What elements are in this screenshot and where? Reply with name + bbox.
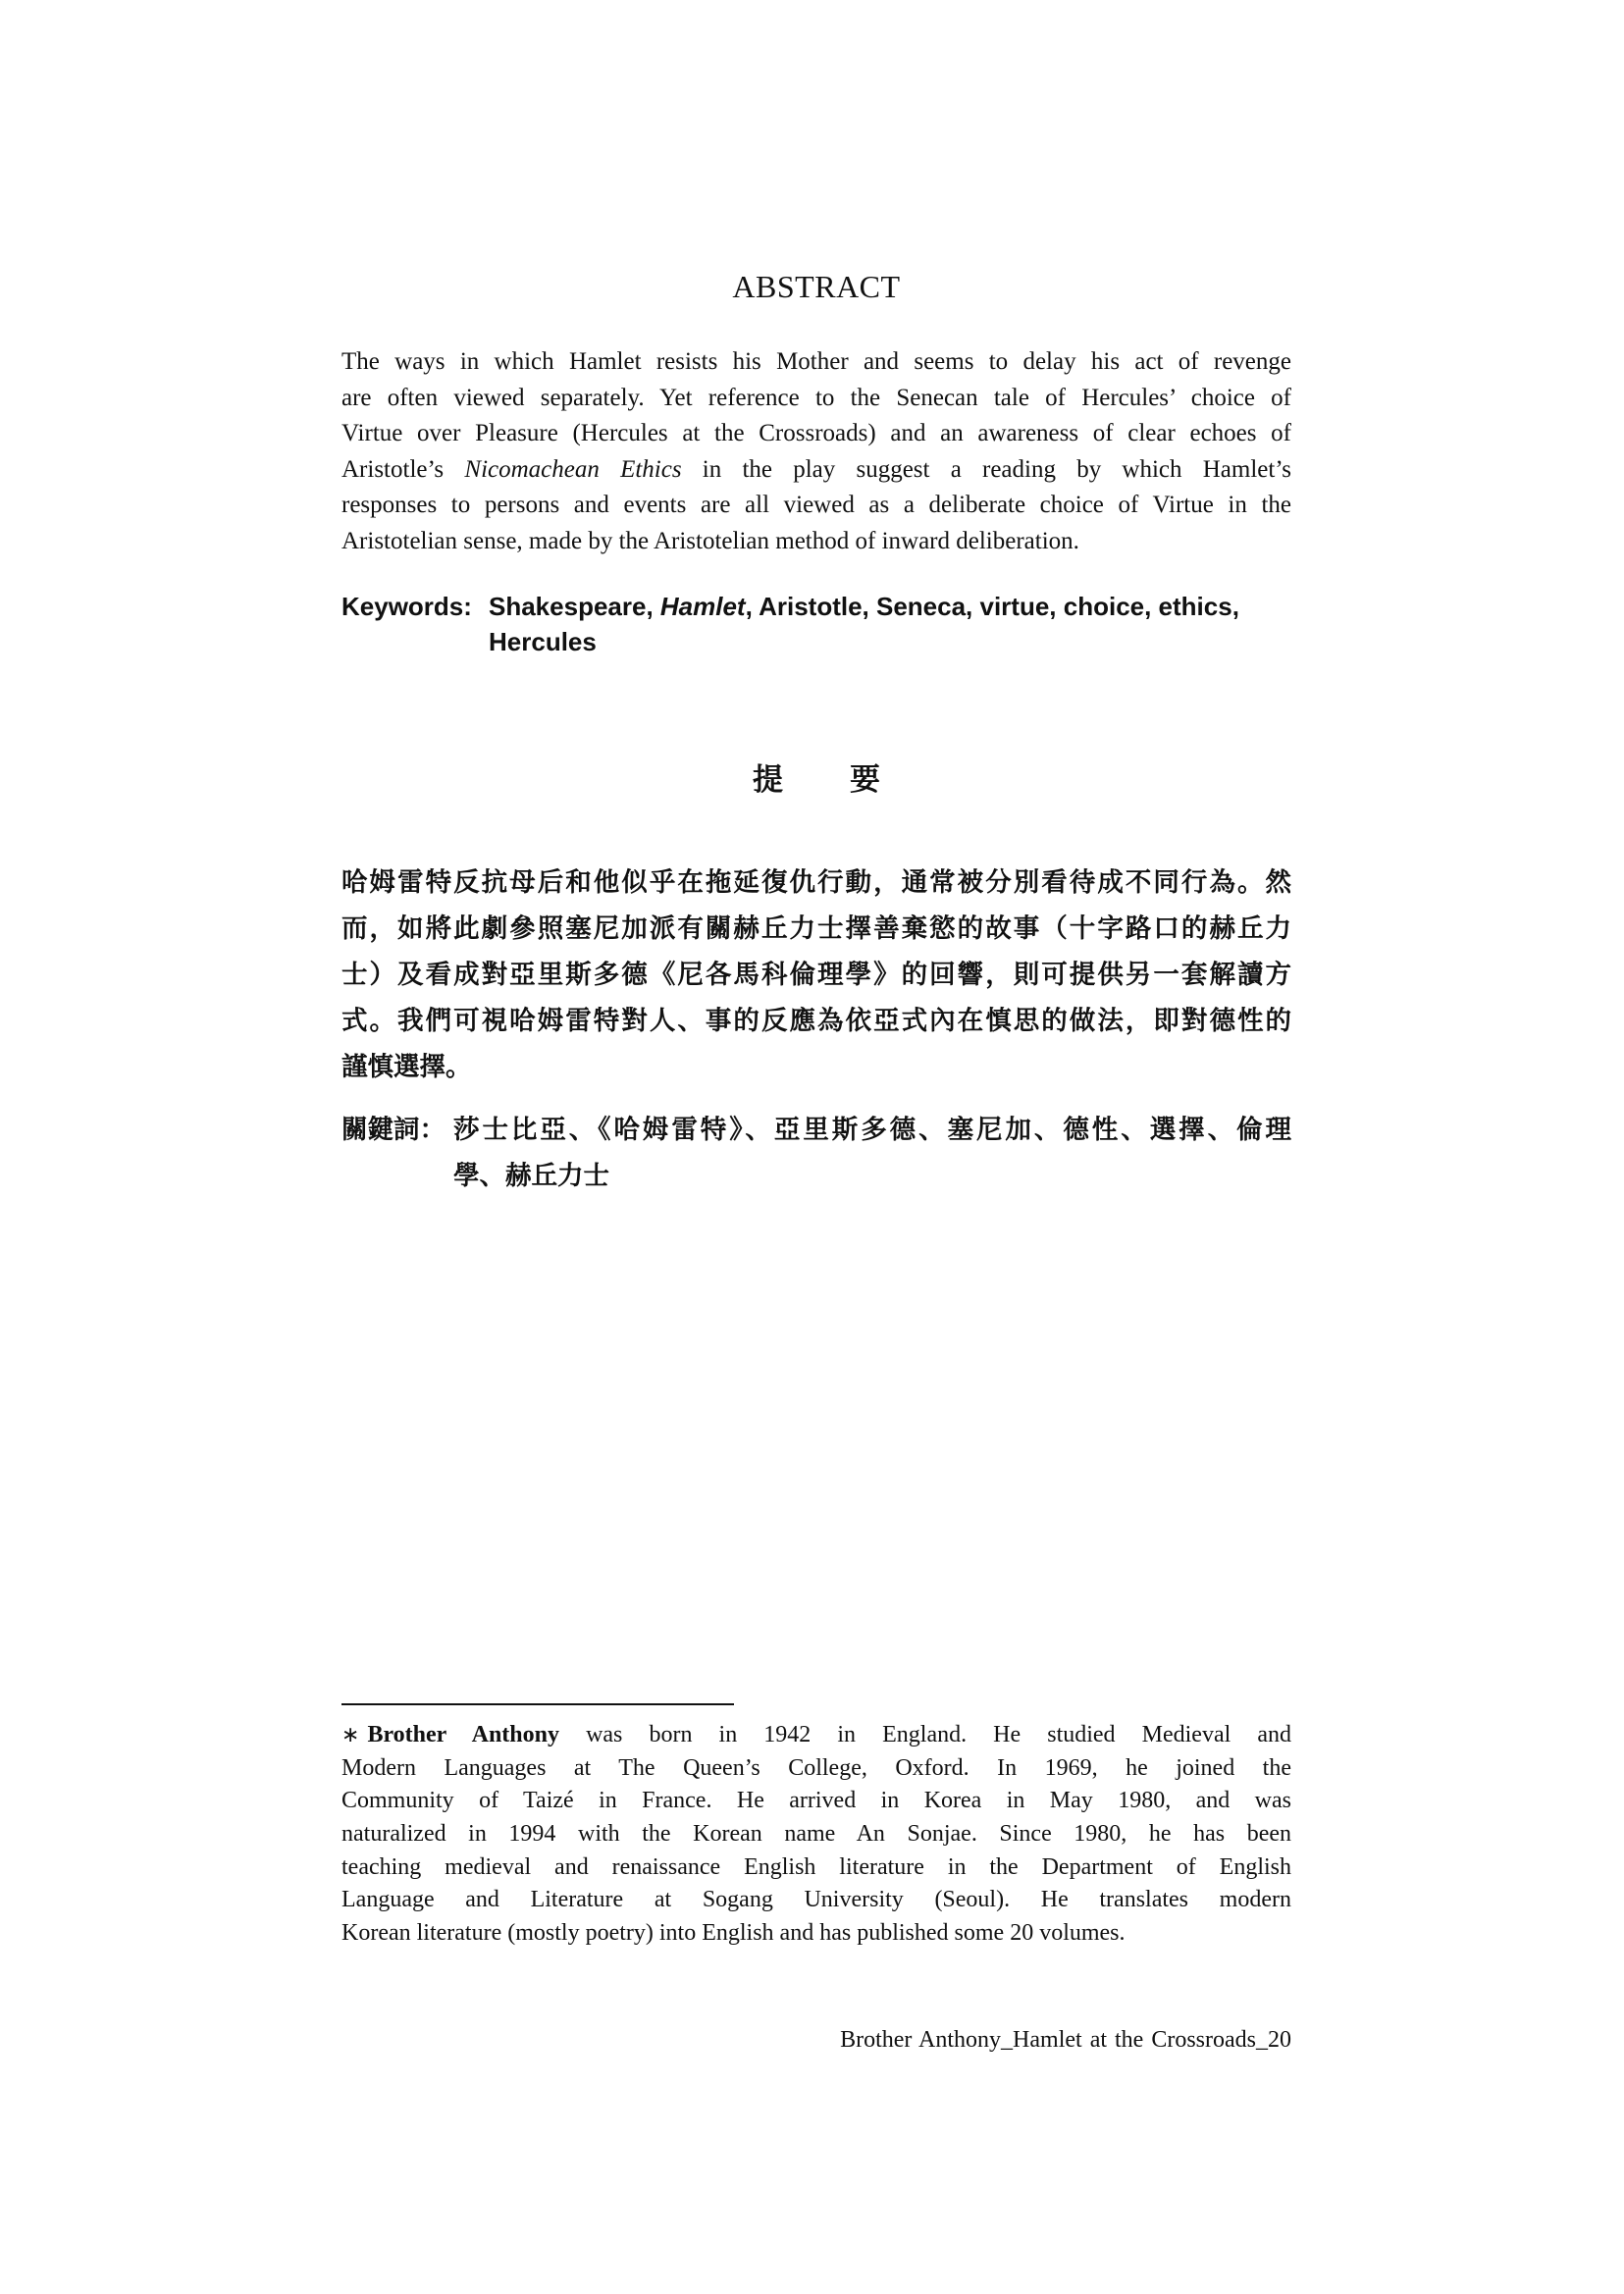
chinese-abstract-title bbox=[341, 760, 1291, 800]
chinese-keywords-label: 關鍵詞： bbox=[341, 1115, 445, 1144]
abstract-line bbox=[341, 344, 1291, 381]
abstract-text: are often viewed separately. Yet reference to the Senecan tale of Hercules’ choice of bbox=[341, 384, 1291, 411]
author-name: Brother Anthony bbox=[367, 1722, 559, 1747]
book-title-nicomachean-ethics: Nicomachean Ethics bbox=[464, 455, 682, 483]
keywords-list bbox=[489, 589, 1239, 624]
abstract-text: in the play suggest a reading by which Hamlet’s bbox=[681, 455, 1291, 483]
abstract-line bbox=[341, 416, 1291, 452]
abstract-line bbox=[341, 381, 1291, 417]
keywords-indent bbox=[341, 624, 489, 659]
title-char: 提 bbox=[753, 762, 783, 797]
abstract-body bbox=[341, 344, 1291, 560]
abstract-text: Aristotelian sense, made by the Aristotelian method of inward deliberation. bbox=[341, 527, 1079, 554]
abstract-title: ABSTRACT bbox=[732, 269, 901, 304]
abstract-text: Aristotle’s bbox=[341, 455, 465, 483]
chinese-keywords-list: 莎士比亞、《哈姆雷特》、亞里斯多德、塞尼加、德性、選擇、倫理 bbox=[453, 1115, 1291, 1144]
chinese-keywords bbox=[341, 1107, 1291, 1199]
keyword-hamlet: Hamlet bbox=[659, 592, 746, 621]
keywords-row bbox=[341, 624, 1291, 659]
chinese-abstract-line: 士）及看成對亞里斯多德《尼各馬科倫理學》的回響，則可提供另一套解讀方 bbox=[341, 960, 1291, 989]
keyword-text: , Aristotle, Seneca, virtue, choice, ethics, bbox=[745, 592, 1239, 621]
chinese-abstract-line: 哈姆雷特反抗母后和他似乎在拖延復仇行動，通常被分別看待成不同行為。然 bbox=[341, 867, 1291, 897]
abstract-text: Virtue over Pleasure (Hercules at the Crossroads) and an awareness of clear echoes of bbox=[341, 420, 1291, 447]
footnote-line: Korean literature (mostly poetry) into English and has published some 20 volumes. bbox=[341, 1920, 1126, 1947]
footnote-line: Modern Languages at The Queen’s College, Oxford. In 1969, he joined the bbox=[341, 1754, 1291, 1781]
keywords-row bbox=[341, 589, 1291, 624]
author-footnote bbox=[341, 1719, 1291, 1951]
footnote-divider bbox=[341, 1703, 734, 1705]
keywords-english bbox=[341, 589, 1291, 659]
footnote-line: Community of Taizé in France. He arrived in Korea in May 1980, and was bbox=[341, 1788, 1291, 1814]
keywords-label: Keywords: bbox=[341, 592, 472, 621]
chinese-abstract-body bbox=[341, 860, 1291, 1090]
footnote-line: Language and Literature at Sogang University (Seoul). He translates modern bbox=[341, 1887, 1291, 1913]
chinese-abstract-line: 謹慎選擇。 bbox=[341, 1052, 472, 1081]
keyword-text: Shakespeare, bbox=[489, 592, 660, 621]
chinese-abstract-line: 而，如將此劇參照塞尼加派有關赫丘力士擇善棄慾的故事（十字路口的赫丘力 bbox=[341, 913, 1291, 943]
chinese-keywords-indent bbox=[341, 1153, 453, 1199]
footnote-marker: ∗ bbox=[341, 1723, 360, 1747]
footnote-line: teaching medieval and renaissance English literature in the Department of English bbox=[341, 1853, 1291, 1880]
chinese-keywords-row bbox=[341, 1107, 1291, 1153]
running-footer: Brother Anthony_Hamlet at the Crossroads_20 bbox=[840, 2027, 1291, 2053]
chinese-abstract-line: 式。我們可視哈姆雷特對人、事的反應為依亞式內在慎思的做法，即對德性的 bbox=[341, 1006, 1291, 1035]
abstract-line bbox=[341, 452, 1291, 489]
footnote-line: naturalized in 1994 with the Korean name An Sonjae. Since 1980, he has been bbox=[341, 1821, 1291, 1848]
abstract-text: The ways in which Hamlet resists his Mother and seems to delay his act of revenge bbox=[341, 348, 1291, 375]
chinese-keywords-row bbox=[341, 1153, 1291, 1199]
keyword-text: Hercules bbox=[489, 627, 597, 656]
abstract-line bbox=[341, 488, 1291, 524]
abstract-text: responses to persons and events are all viewed as a deliberate choice of Virtue in the bbox=[341, 492, 1291, 519]
footnote-text: was born in 1942 in England. He studied Medieval and bbox=[559, 1722, 1291, 1747]
abstract-line bbox=[341, 524, 1291, 560]
chinese-keywords-list: 學、赫丘力士 bbox=[453, 1161, 609, 1190]
title-char: 要 bbox=[850, 762, 880, 797]
footnote-line bbox=[341, 1719, 1291, 1752]
